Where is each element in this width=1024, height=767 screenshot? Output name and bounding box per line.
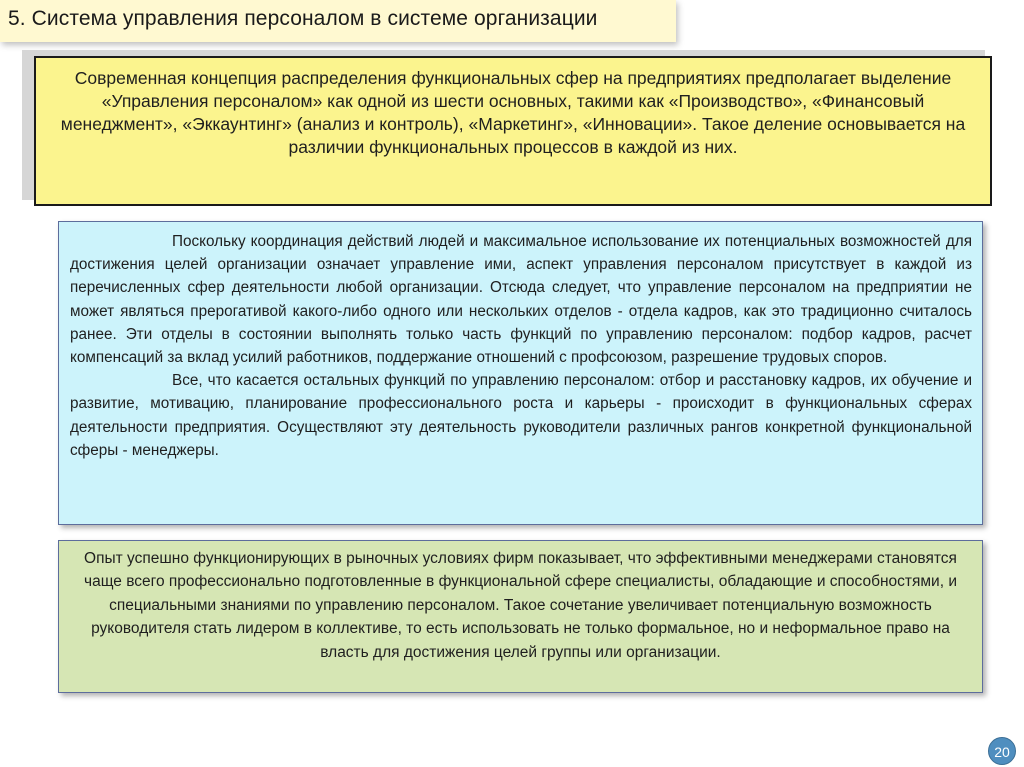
slide-title: 5. Система управления персоналом в системе организации xyxy=(8,7,598,30)
concept-text: Современная концепция распределения функциональных сфер на предприятиях предполагает выделение «Управления персоналом» как одной из шести основных, такими как «Производство», «Финансовый менеджмент», «Эккаунтинг» (анализ и контроль), «Маркетинг», «Инновации». Такое деление основывается на различии функциональных процессов в каждой из них. xyxy=(60,68,966,157)
coordination-paragraph-2: Все, что касается остальных функций по управлению персоналом: отбор и расстановку кадров, их обучение и развитие, мотивацию, планирование профессионального роста и карьеры - происходит в функциональных сферах деятельности предприятия. Осуществляют эту деятельность руководители различных рангов конкретной функциональной сферы - менеджеры. xyxy=(70,372,972,459)
coordination-paragraph-1: Поскольку координация действий людей и максимальное использование их потенциальных возможностей для достижения целей организации означает управление ими, аспект управления персоналом присутствует в каждой из перечисленных сфер деятельности любой организации. Отсюда следует, что управление персоналом на предприятии не может являться прерогативой какого-либо одного или нескольких отделов - отдела кадров, как это традиционно считалось ранее. Эти отделы в состоянии выполнять только часть функций по управлению персоналом: подбор кадров, расчет компенсаций за вклад усилий работников, поддержание отношений с профсоюзом, разрешение трудовых споров. xyxy=(70,233,972,367)
slide-number-badge: 20 xyxy=(988,737,1016,765)
concept-box xyxy=(34,56,992,206)
experience-text: Опыт успешно функционирующих в рыночных условиях фирм показывает, что эффективными менеджерами становятся чаще всего профессионально подготовленные в функциональной сфере специалисты, обладающие и способностями, и специальными знаниями по управлению персоналом. Такое сочетание увеличивает потенциальную возможность руководителя стать лидером в коллективе, то есть использовать не только формальное, но и неформальное право на власть для достижения целей группы или организации. xyxy=(84,550,957,661)
experience-box xyxy=(58,540,983,693)
slide-title-bar xyxy=(0,0,676,42)
coordination-box xyxy=(58,221,983,525)
